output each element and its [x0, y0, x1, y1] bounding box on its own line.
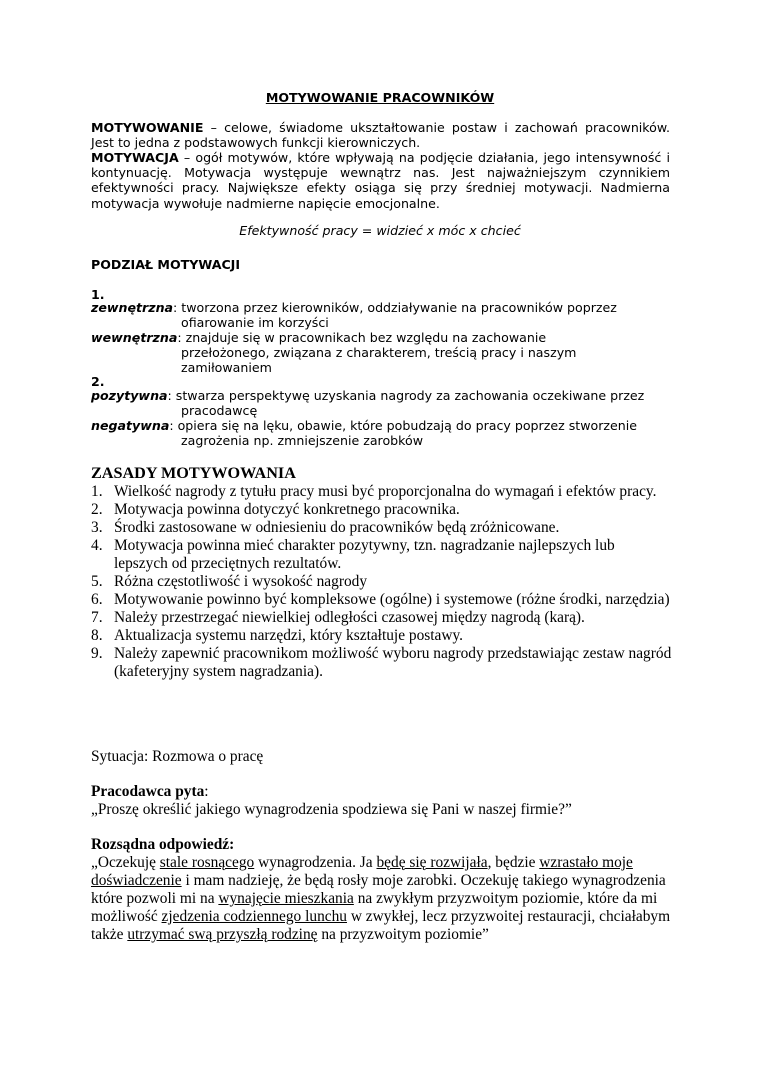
list-item-text: Różna częstotliwość i wysokość nagrody	[114, 573, 368, 590]
list-item	[91, 519, 681, 537]
answer-underlined: wynajęcie mieszkania	[218, 890, 354, 907]
answer-underlined: zjedzenia codziennego lunchu	[161, 908, 347, 925]
text-motywacja: – ogół motywów, które wpływają na podjęcie działania, jego intensywność i kontynuację. Motywacja występuje wewnątrz nas. Jest najważniejszym czynnikiem efektywności pracy. Największe efekty osiąga się przy średniej motywacji. Nadmierna motywacja wywołuje nadmierne napięcie emocjonalne.	[91, 150, 670, 211]
odpowiedz-line-3	[91, 890, 657, 908]
odpowiedz-line-1	[91, 854, 633, 872]
definition-negatywna	[91, 418, 670, 448]
odpowiedz-label: Rozsądna odpowiedź:	[91, 836, 235, 853]
term-wewnetrzna: wewnętrzna	[91, 330, 178, 345]
list-item	[91, 537, 654, 573]
answer-text: „Oczekuję	[91, 854, 160, 871]
term-negatywna: negatywna	[91, 418, 170, 433]
list-item	[91, 483, 681, 501]
list-item	[91, 591, 681, 609]
list-item-number: 8.	[91, 627, 103, 644]
list-item-text: Motywowanie powinno być kompleksowe (ogólne) i systemowe (różne środki, narzędzia)	[114, 591, 670, 608]
answer-underlined: będę się rozwijała	[376, 854, 488, 871]
answer-text: i mam nadzieję, że będą rosły moje zarobki. Oczekuję takiego wynagrodzenia	[181, 872, 666, 889]
answer-underlined: stale rosnącego	[159, 854, 255, 871]
wewnetrzna-line-2: przełożonego, związana z charakterem, treścią pracy i naszym	[181, 345, 577, 361]
answer-text: na zwykłym przyzwoitym poziomie, które da mi	[353, 890, 658, 907]
list-item-number: 1.	[91, 483, 103, 500]
negatywna-line-1: : opiera się na lęku, obawie, które pobudzają do pracy poprzez stworzenie	[169, 418, 637, 433]
definition-wewnetrzna	[91, 330, 670, 376]
wewnetrzna-line-3: zamiłowaniem	[181, 360, 272, 376]
list-item	[91, 645, 709, 681]
answer-text: także	[91, 926, 128, 943]
group-1-number: 1.	[91, 287, 105, 302]
answer-underlined: wzrastało moje	[539, 854, 633, 871]
list-item-number: 7.	[91, 609, 103, 626]
list-item	[91, 609, 681, 627]
zewnetrzna-line-2: ofiarowanie im korzyści	[181, 315, 329, 331]
text-motywowanie: – celowe, świadome ukształtowanie postaw i zachowań pracowników. Jest to jedna z podstawowych funkcji kierowniczych.	[91, 120, 670, 151]
pracodawca-label: Pracodawca pyta	[91, 783, 205, 800]
list-item-text: Należy zapewnić pracownikom możliwość wyboru nagrody przedstawiając zestaw nagród (kafeteryjny system nagradzania).	[114, 645, 672, 680]
negatywna-line-2: zagrożenia np. zmniejszenie zarobków	[181, 433, 424, 449]
pracodawca-colon: :	[204, 783, 209, 800]
podzial-heading: PODZIAŁ MOTYWACJI	[91, 257, 241, 272]
list-item-number: 4.	[91, 537, 103, 554]
list-item-number: 3.	[91, 519, 103, 536]
definition-motywacja	[91, 150, 670, 211]
list-item-text: Środki zastosowane w odniesieniu do pracowników będą zróżnicowane.	[114, 519, 560, 536]
odpowiedz-line-2	[91, 872, 666, 890]
list-item-number: 5.	[91, 573, 103, 590]
document-title: MOTYWOWANIE PRACOWNIKÓW	[265, 90, 495, 105]
definition-pozytywna	[91, 388, 670, 418]
zewnetrzna-line-1: : tworzona przez kierowników, oddziaływanie na pracowników poprzez	[173, 300, 617, 315]
answer-underlined: utrzymać swą przyszłą rodzinę	[127, 926, 318, 943]
zasady-heading: ZASADY MOTYWOWANIA	[91, 464, 296, 482]
definition-zewnetrzna	[91, 300, 670, 330]
list-item-text: Należy przestrzegać niewielkiej odległości czasowej między nagrodą (karą).	[114, 609, 585, 626]
answer-text: które pozwoli mi na	[91, 890, 219, 907]
term-motywowanie: MOTYWOWANIE	[91, 120, 204, 135]
odpowiedz-line-4	[91, 908, 670, 926]
pozytywna-line-1: : stwarza perspektywę uzyskania nagrody za zachowania oczekiwane przez	[167, 388, 645, 403]
answer-text: wynagrodzenia. Ja	[254, 854, 377, 871]
pracodawca-label-line	[91, 783, 209, 801]
pracodawca-question: „Proszę określić jakiego wynagrodzenia spodziewa się Pani w naszej firmie?”	[91, 801, 572, 818]
list-item-text: Wielkość nagrody z tytułu pracy musi być proporcjonalna do wymagań i efektów pracy.	[114, 483, 657, 500]
answer-text: , będzie	[487, 854, 540, 871]
wewnetrzna-line-1: : znajduje się w pracownikach bez względu na zachowanie	[177, 330, 547, 345]
zasady-list	[91, 483, 681, 681]
list-item	[91, 573, 681, 591]
list-item	[91, 627, 681, 645]
answer-text: możliwość	[91, 908, 162, 925]
answer-underlined: doświadczenie	[91, 872, 182, 889]
formula: Efektywność pracy = widzieć x móc x chcieć	[239, 223, 521, 238]
pozytywna-line-2: pracodawcę	[181, 403, 258, 419]
term-pozytywna: pozytywna	[91, 388, 168, 403]
list-item-text: Motywacja powinna dotyczyć konkretnego pracownika.	[114, 501, 460, 518]
list-item-text: Motywacja powinna mieć charakter pozytywny, tzn. nagradzanie najlepszych lub lepszych od przeciętnych rezultatów.	[114, 537, 615, 572]
term-zewnetrzna: zewnętrzna	[91, 300, 174, 315]
answer-text: na przyzwoitym poziomie”	[317, 926, 489, 943]
sytuacja: Sytuacja: Rozmowa o pracę	[91, 748, 264, 765]
odpowiedz-line-5	[91, 926, 489, 944]
list-item-number: 6.	[91, 591, 103, 608]
answer-text: w zwykłej, lecz przyzwoitej restauracji, chciałabym	[347, 908, 671, 925]
list-item-number: 2.	[91, 501, 103, 518]
term-motywacja: MOTYWACJA	[91, 150, 179, 165]
group-2-number: 2.	[91, 374, 105, 389]
list-item-text: Aktualizacja systemu narzędzi, który kształtuje postawy.	[114, 627, 464, 644]
list-item-number: 9.	[91, 645, 103, 662]
definition-motywowanie	[91, 120, 670, 150]
list-item	[91, 501, 681, 519]
